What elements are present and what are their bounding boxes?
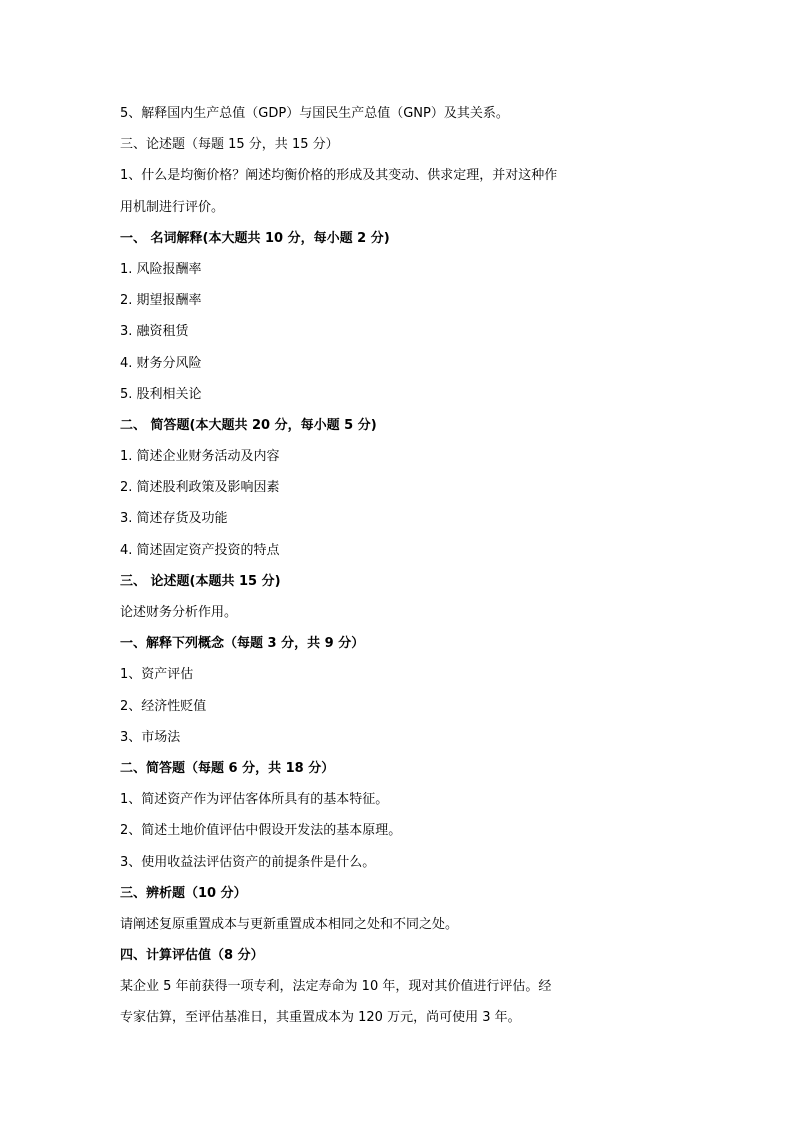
text-line: 2、经济性贬值 xyxy=(120,698,207,714)
section-heading: 一、解释下列概念（每题 3 分，共 9 分） xyxy=(120,636,365,652)
text-line: 请阐述复原重置成本与更新重置成本相同之处和不同之处。 xyxy=(120,916,459,932)
text-line: 1、资产评估 xyxy=(120,667,194,683)
text-line: 某企业 5 年前获得一项专利，法定寿命为 10 年，现对其价值进行评估。经 xyxy=(120,979,552,995)
text-line: 5、解释国内生产总值（GDP）与国民生产总值（GNP）及其关系。 xyxy=(120,106,509,121)
section-heading: 一、 名词解释(本大题共 10 分，每小题 2 分) xyxy=(120,230,390,246)
document-body xyxy=(120,98,680,1034)
section-heading: 二、简答题（每题 6 分，共 18 分） xyxy=(120,760,335,776)
section-heading: 四、计算评估值（8 分） xyxy=(120,948,264,964)
text-line: 3. 简述存货及功能 xyxy=(120,511,228,527)
text-line: 3、市场法 xyxy=(120,729,181,745)
section-heading: 二、 简答题(本大题共 20 分，每小题 5 分) xyxy=(120,417,377,433)
text-line: 论述财务分析作用。 xyxy=(120,605,238,620)
text-line: 3、使用收益法评估资产的前提条件是什么。 xyxy=(120,854,376,870)
section-heading: 三、 论述题(本题共 15 分) xyxy=(120,573,281,589)
text-line: 1. 简述企业财务活动及内容 xyxy=(120,449,280,465)
text-line: 4. 简述固定资产投资的特点 xyxy=(120,542,280,558)
text-line: 5. 股利相关论 xyxy=(120,386,202,402)
section-heading: 三、辨析题（10 分） xyxy=(120,885,247,901)
text-line: 1、简述资产作为评估客体所具有的基本特征。 xyxy=(120,792,389,808)
text-line: 专家估算，至评估基准日，其重置成本为 120 万元，尚可使用 3 年。 xyxy=(120,1010,521,1026)
text-line: 2. 期望报酬率 xyxy=(120,293,202,309)
text-line: 3. 融资租赁 xyxy=(120,324,189,340)
text-line: 4. 财务分风险 xyxy=(120,355,202,371)
text-line: 2. 简述股利政策及影响因素 xyxy=(120,480,280,496)
text-line: 用机制进行评价。 xyxy=(120,199,225,215)
text-line: 三、论述题（每题 15 分，共 15 分） xyxy=(120,137,339,153)
text-line: 2、简述土地价值评估中假设开发法的基本原理。 xyxy=(120,823,402,839)
text-line: 1. 风险报酬率 xyxy=(120,261,202,277)
text-line: 1、什么是均衡价格？阐述均衡价格的形成及其变动、供求定理，并对这种作 xyxy=(120,168,558,184)
